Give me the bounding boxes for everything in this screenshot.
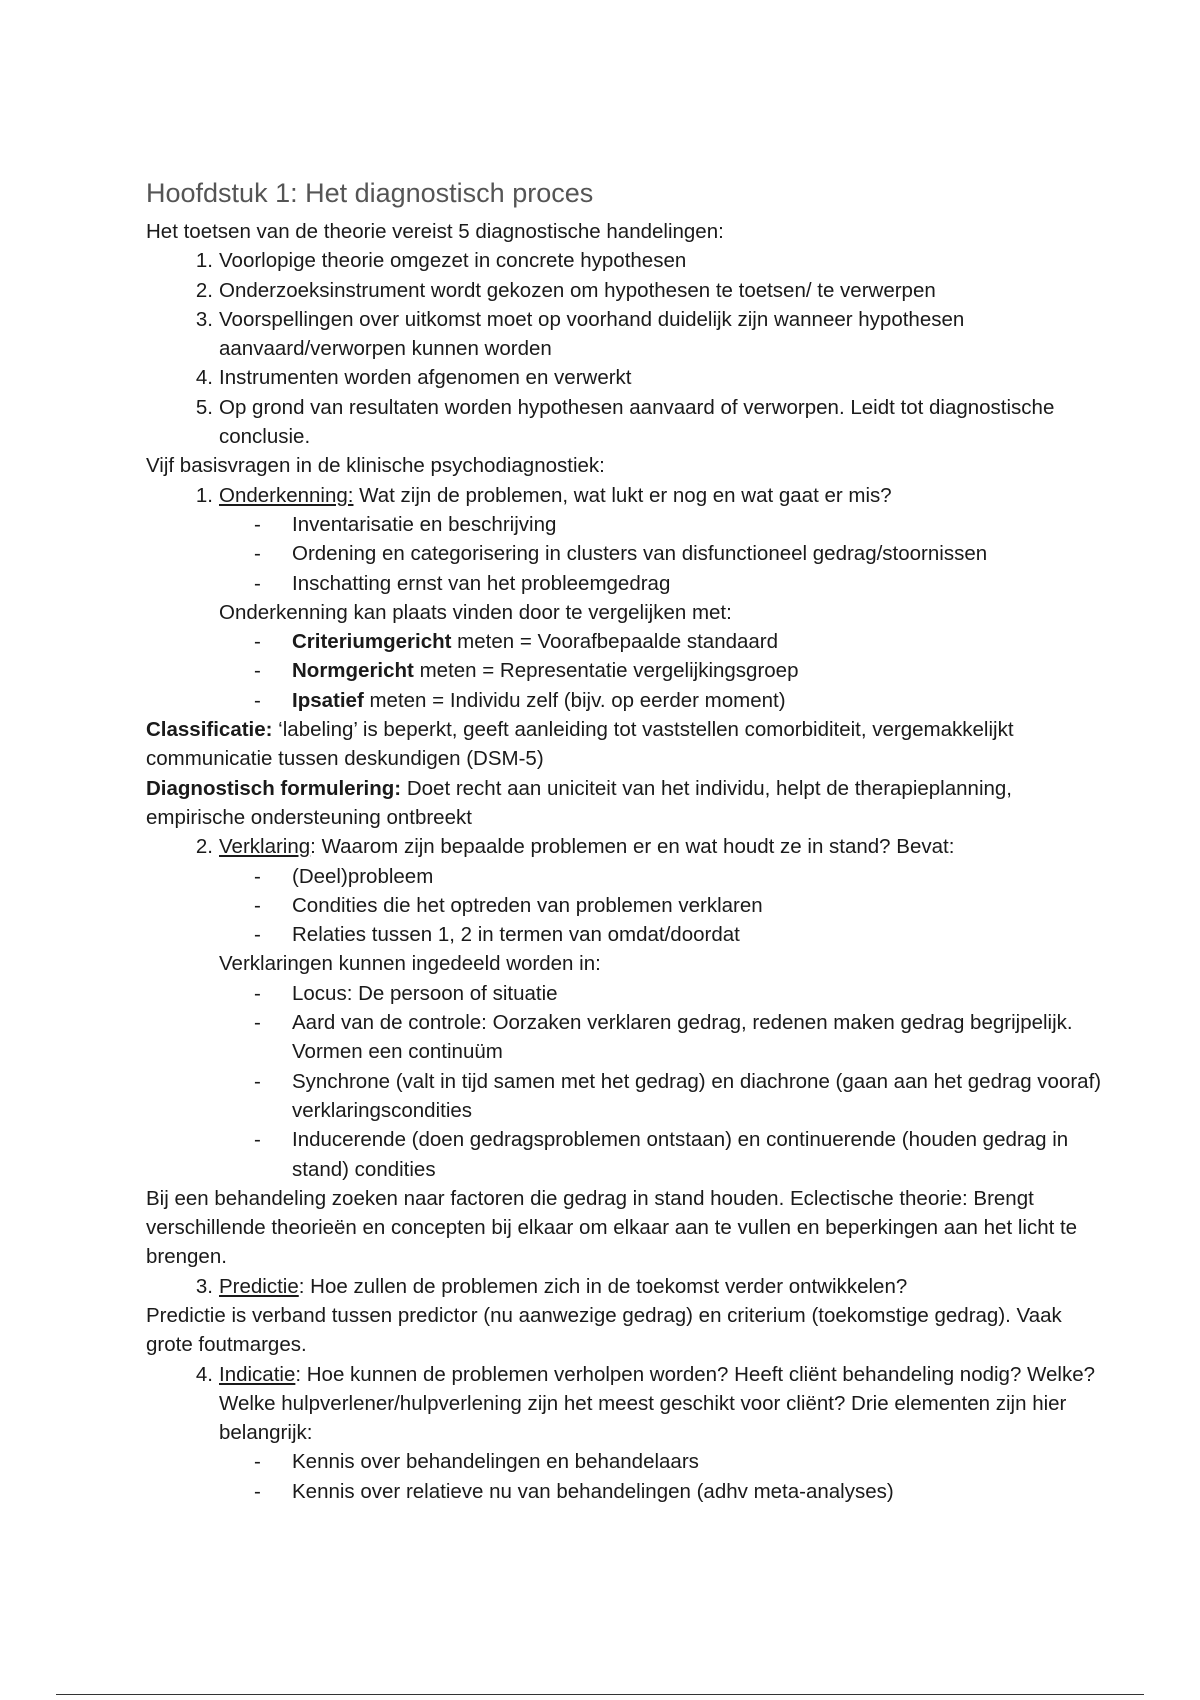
question-term: Onderkenning: bbox=[219, 483, 354, 507]
list-text: Voorspellingen over uitkomst moet op voorhand duidelijk zijn wanneer hypothesen aanvaard/verworpen kunnen worden bbox=[219, 307, 965, 361]
list-item bbox=[254, 891, 1106, 920]
question-4 bbox=[146, 1360, 1106, 1448]
list-item bbox=[254, 1125, 1106, 1184]
list-item bbox=[195, 246, 1106, 275]
list-item bbox=[254, 539, 1106, 568]
question-term: Indicatie bbox=[219, 1362, 296, 1386]
list-text: Onderzoeksinstrument wordt gekozen om hypothesen te toetsen/ te verwerpen bbox=[219, 278, 936, 302]
list-text: Inschatting ernst van het probleemgedrag bbox=[292, 571, 671, 595]
dash-marker: - bbox=[254, 923, 261, 947]
bold-term: Diagnostisch formulering: bbox=[146, 776, 402, 800]
formulering-paragraph bbox=[146, 774, 1106, 833]
list-text: Locus: De persoon of situatie bbox=[292, 981, 558, 1005]
question-1 bbox=[146, 481, 1106, 510]
dash-marker: - bbox=[254, 864, 261, 888]
list-text: Ordening en categorisering in clusters van disfunctioneel gedrag/stoornissen bbox=[292, 542, 988, 566]
list-number: 3. bbox=[195, 307, 213, 331]
list-number: 5. bbox=[195, 395, 213, 419]
list-item bbox=[254, 569, 1106, 598]
bold-term: Classificatie: bbox=[146, 718, 273, 742]
list-text: Synchrone (valt in tijd samen met het gedrag) en diachrone (gaan aan het gedrag vooraf) verklaringscondities bbox=[292, 1069, 1102, 1122]
list-text: meten = Representatie vergelijkingsgroep bbox=[413, 659, 799, 683]
list-item bbox=[254, 920, 1106, 949]
list-item bbox=[254, 1447, 1106, 1476]
page-title: Hoofdstuk 1: Het diagnostisch proces bbox=[146, 178, 594, 208]
list-text: Aard van de controle: Oorzaken verklaren gedrag, redenen maken gedrag begrijpelijk. Vormen een continuüm bbox=[292, 1011, 1073, 1064]
dash-marker: - bbox=[254, 893, 261, 917]
behandeling-paragraph: Bij een behandeling zoeken naar factoren die gedrag in stand houden. Eclectische theorie: Brengt verschillende theorieën en concepten bij elkaar om elkaar aan te vullen en beperkingen aan het licht te brengen. bbox=[146, 1186, 1078, 1269]
dash-marker: - bbox=[254, 512, 261, 536]
dash-marker: - bbox=[254, 630, 261, 654]
question-2 bbox=[146, 832, 1106, 861]
list-text: Condities die het optreden van problemen verklaren bbox=[292, 893, 763, 917]
list-item bbox=[195, 276, 1106, 305]
question-text: Wat zijn de problemen, wat lukt er nog en wat gaat er mis? bbox=[353, 483, 892, 507]
list-text: Inventarisatie en beschrijving bbox=[292, 512, 557, 536]
dash-marker: - bbox=[254, 1011, 261, 1035]
list-item bbox=[254, 979, 1106, 1008]
dash-marker: - bbox=[254, 571, 261, 595]
q1-bullets bbox=[146, 510, 1106, 598]
list-item bbox=[254, 1477, 1106, 1506]
list-item bbox=[254, 1008, 1106, 1067]
q2-bullets bbox=[146, 862, 1106, 950]
question-term: Verklaring bbox=[219, 835, 311, 859]
list-number: 3. bbox=[195, 1274, 213, 1298]
question-text: : Hoe kunnen de problemen verholpen worden? Heeft cliënt behandeling nodig? Welke? Welke hulpverlener/hulpverlening zijn het meest geschikt voor cliënt? Drie elementen zijn hier belangrijk: bbox=[219, 1362, 1096, 1445]
list-number: 2. bbox=[195, 278, 213, 302]
list-item bbox=[254, 656, 1106, 685]
list-number: 1. bbox=[195, 483, 213, 507]
document-page bbox=[146, 176, 1106, 1506]
steps-list bbox=[146, 246, 1106, 451]
list-item bbox=[254, 862, 1106, 891]
bold-term: Normgericht bbox=[292, 659, 414, 683]
list-text: Inducerende (doen gedragsproblemen ontstaan) en continuerende (houden gedrag in stand) condities bbox=[292, 1128, 1069, 1181]
question-term: Predictie bbox=[219, 1274, 299, 1298]
types-intro: Verklaringen kunnen ingedeeld worden in: bbox=[219, 952, 601, 976]
dash-marker: - bbox=[254, 659, 261, 683]
dash-marker: - bbox=[254, 688, 261, 712]
paragraph-text: ‘labeling’ is beperkt, geeft aanleiding tot vaststellen comorbiditeit, vergemakkelijkt communicatie tussen deskundigen (DSM-5) bbox=[146, 718, 1014, 771]
list-item bbox=[195, 363, 1106, 392]
list-text: meten = Voorafbepaalde standaard bbox=[451, 630, 779, 654]
paragraph-text: Doet recht aan uniciteit van het individu, helpt de therapieplanning, empirische ondersteuning ontbreekt bbox=[146, 776, 1012, 829]
list-item bbox=[254, 1067, 1106, 1126]
bold-term: Criteriumgericht bbox=[292, 630, 452, 654]
list-item bbox=[254, 627, 1106, 656]
list-number: 4. bbox=[195, 1362, 213, 1386]
basis-intro: Vijf basisvragen in de klinische psychodiagnostiek: bbox=[146, 454, 605, 478]
list-item bbox=[254, 510, 1106, 539]
dash-marker: - bbox=[254, 1450, 261, 1474]
list-text: meten = Individu zelf (bijv. op eerder moment) bbox=[363, 688, 786, 712]
intro-text: Het toetsen van de theorie vereist 5 diagnostische handelingen: bbox=[146, 220, 724, 243]
classificatie-paragraph bbox=[146, 715, 1106, 774]
q4-bullets bbox=[146, 1447, 1106, 1506]
bold-term: Ipsatief bbox=[292, 688, 364, 712]
question-text: : Waarom zijn bepaalde problemen er en wat houdt ze in stand? Bevat: bbox=[310, 835, 955, 859]
list-number: 2. bbox=[195, 835, 213, 859]
question-3 bbox=[146, 1272, 1106, 1301]
list-item bbox=[195, 393, 1106, 452]
list-text: Kennis over relatieve nu van behandelingen (adhv meta-analyses) bbox=[292, 1479, 894, 1503]
list-text: (Deel)probleem bbox=[292, 864, 434, 888]
dash-marker: - bbox=[254, 981, 261, 1005]
list-item bbox=[254, 686, 1106, 715]
dash-marker: - bbox=[254, 1128, 261, 1152]
list-text: Relaties tussen 1, 2 in termen van omdat/doordat bbox=[292, 923, 740, 947]
list-text: Op grond van resultaten worden hypothesen aanvaard of verworpen. Leidt tot diagnostische conclusie. bbox=[219, 395, 1055, 449]
page-divider bbox=[56, 1694, 1144, 1695]
list-text: Kennis over behandelingen en behandelaars bbox=[292, 1450, 699, 1474]
list-text: Voorlopige theorie omgezet in concrete hypothesen bbox=[219, 249, 687, 273]
types-list bbox=[146, 979, 1106, 1184]
list-number: 4. bbox=[195, 366, 213, 390]
question-text: : Hoe zullen de problemen zich in de toekomst verder ontwikkelen? bbox=[298, 1274, 908, 1298]
list-text: Instrumenten worden afgenomen en verwerkt bbox=[219, 366, 632, 390]
dash-marker: - bbox=[254, 542, 261, 566]
list-item bbox=[195, 305, 1106, 364]
compare-intro: Onderkenning kan plaats vinden door te vergelijken met: bbox=[219, 600, 732, 624]
dash-marker: - bbox=[254, 1069, 261, 1093]
list-number: 1. bbox=[195, 249, 213, 273]
compare-list bbox=[146, 627, 1106, 715]
dash-marker: - bbox=[254, 1479, 261, 1503]
predictie-paragraph: Predictie is verband tussen predictor (nu aanwezige gedrag) en criterium (toekomstige gedrag). Vaak grote foutmarges. bbox=[146, 1303, 1062, 1357]
